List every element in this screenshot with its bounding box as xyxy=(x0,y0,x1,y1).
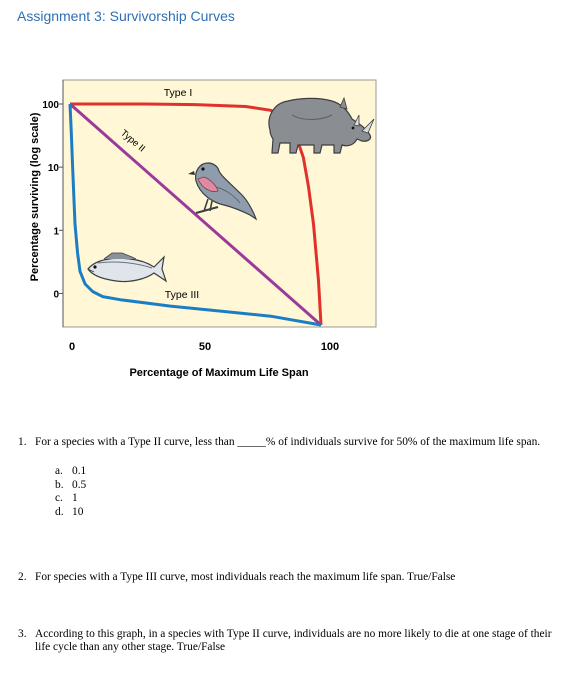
series-label-type-i: Type I xyxy=(163,87,193,99)
answer-options xyxy=(55,465,86,519)
page-title: Assignment 3: Survivorship Curves xyxy=(17,8,235,24)
option-c[interactable]: c. 1 xyxy=(55,492,78,504)
option-b[interactable]: b. 0.5 xyxy=(55,478,87,491)
option-a[interactable]: a. 0.1 xyxy=(55,465,87,477)
question-text: For a species with a Type II curve, less than _____% of individuals survive for 50% of the maximum life span. xyxy=(35,436,541,448)
y-tick-label: 0 xyxy=(53,289,59,301)
y-tick-label: 10 xyxy=(47,163,59,175)
question-text: For species with a Type III curve, most individuals reach the maximum life span. True/False xyxy=(35,571,456,583)
question-number: 2. xyxy=(18,571,27,583)
series-label-type-ii: Type II xyxy=(118,127,148,155)
x-tick-label: 100 xyxy=(320,341,340,353)
y-tick-label: 100 xyxy=(42,100,59,111)
x-axis-label: Percentage of Maximum Life Span xyxy=(129,367,309,379)
question-number: 1. xyxy=(18,436,27,448)
x-tick-label: 0 xyxy=(68,341,76,353)
y-axis-label: Percentage surviving (log scale) xyxy=(29,112,41,282)
series-label-type-iii: Type III xyxy=(164,289,200,301)
x-tick-label: 50 xyxy=(198,341,212,353)
y-tick-label: 1 xyxy=(53,226,59,238)
option-d[interactable]: d. 10 xyxy=(55,505,84,518)
question-number: 3. xyxy=(18,628,27,640)
question-text: According to this graph, in a species with Type II curve, individuals are no more likely to die at one stage of their life cycle than any other stage. True/False xyxy=(35,628,552,653)
